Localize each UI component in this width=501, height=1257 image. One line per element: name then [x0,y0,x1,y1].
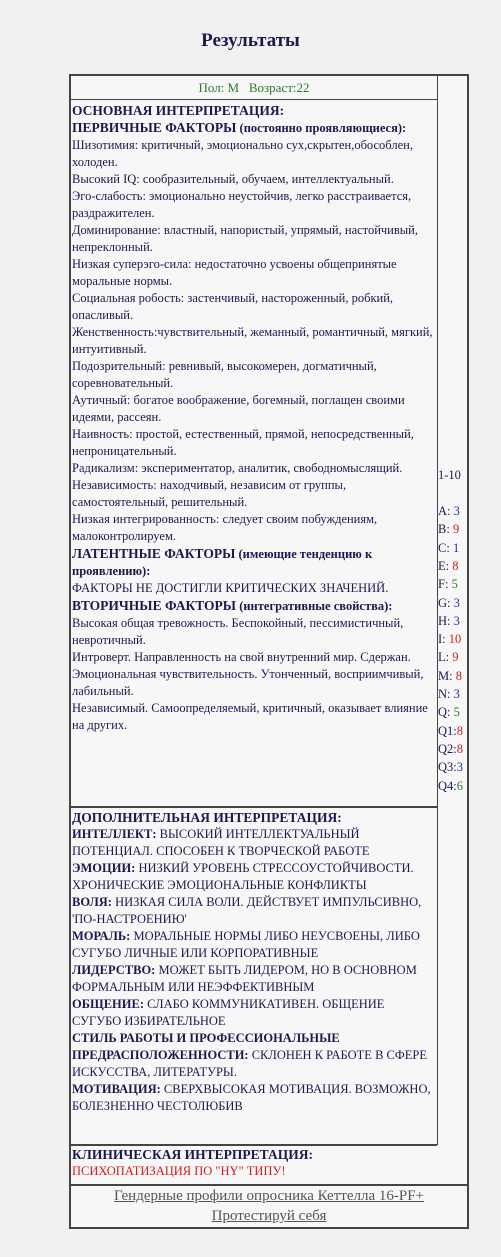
additional-item: МОТИВАЦИЯ: СВЕРХВЫСОКАЯ МОТИВАЦИЯ. ВОЗМОЖНО, БОЛЕЗНЕННО ЧЕСТОЛЮБИВ [72,1082,431,1113]
factor-value: 5 [450,705,460,720]
factor-name: Q4: [438,778,457,793]
factor-value: 3 [450,687,460,701]
additional-item: ИНТЕЛЛЕКТ: ВЫСОКИЙ ИНТЕЛЛЕКТУАЛЬНЫЙ ПОТЕНЦИАЛ. СПОСОБЕН К ТВОРЧЕСКОЙ РАБОТЕ [72,827,370,858]
main-interpretation [72,102,434,734]
factor-name: Q1: [438,723,457,738]
latent-text: ФАКТОРЫ НЕ ДОСТИГЛИ КРИТИЧЕСКИХ ЗНАЧЕНИЙ. [72,581,389,595]
factor-name: H: [438,613,451,628]
primary-item: Низкая интегрированность: следует своим побуждениям, малоконтролируем. [72,512,378,543]
primary-item: Наивность: простой, естественный, прямой, непосредственный, непроницательный. [72,427,414,458]
primary-item: Радикализм: экспериментатор, аналитик, свободномыслящий. [72,461,403,475]
factor-name: L: [438,650,450,665]
factor-score [438,539,459,557]
factor-value: 9 [449,522,460,537]
additional-heading: ДОПОЛНИТЕЛЬНАЯ ИНТЕРПРЕТАЦИЯ: [72,810,342,825]
factor-score [438,703,460,721]
clinical-text: ПСИХОПАТИЗАЦИЯ ПО "HY" ТИПУ! [72,1164,286,1178]
factor-score [438,520,459,538]
primary-item: Социальная робость: застенчивый, настороженный, робкий, опасливый. [72,291,394,322]
factor-value: 8 [452,668,462,683]
additional-item: ЛИДЕРСТВО: МОЖЕТ БЫТЬ ЛИДЕРОМ, НО В ОСНОВНОМ ФОРМАЛЬНЫМ ИЛИ НЕЭФФЕКТИВНЫМ [72,963,417,994]
sex-label: Пол: М [198,80,240,95]
factor-score [438,557,458,575]
factor-score [438,575,458,593]
factor-name: Q: [438,705,451,720]
factor-score [438,758,463,776]
factor-score [438,740,463,758]
primary-item: Независимость: находчивый, независим от группы, самостоятельный, решительный. [72,478,347,509]
main-heading: ОСНОВНАЯ ИНТЕРПРЕТАЦИЯ: [72,103,285,118]
clinical-heading: КЛИНИЧЕСКАЯ ИНТЕРПРЕТАЦИЯ: [72,1147,314,1162]
test-yourself-link[interactable]: Протестируй себя [211,1208,327,1224]
factor-value: 3 [450,613,460,628]
factor-score [438,630,461,648]
factor-name: M: [438,668,453,683]
secondary-item: Высокая общая тревожность. Беспокойный, пессимистичный, невротичный. [72,616,404,647]
factor-score [438,685,460,703]
factor-value: 8 [456,723,463,738]
factor-score [438,502,460,520]
factor-name: E: [438,558,450,573]
footer-links [71,1184,467,1226]
factor-value: 9 [449,650,459,665]
primary-item: Женственность:чувствительный, жеманный, романтичный, мягкий, интуитивный. [72,325,433,356]
factor-value: 5 [448,577,458,592]
factor-name: N: [438,687,451,701]
factor-score [438,722,463,740]
secondary-item: Интроверт. Направленность на свой внутренний мир. Сдержан. [72,650,411,664]
secondary-item: Эмоциональная чувствительность. Утонченный, восприимчивый, лабильный. [72,667,424,698]
clinical-interpretation [72,1146,434,1180]
additional-interpretation [72,809,434,1115]
secondary-item: Независимый. Самоопределяемый, критичный, оказывает влияние на других. [72,701,428,732]
factor-value: 3 [450,504,460,518]
factor-name: Q2: [438,741,457,756]
factor-name: B: [438,522,450,537]
gender-profiles-link[interactable]: Гендерные профили опросника Кеттелла 16-PF+ [113,1188,424,1204]
factor-score [438,594,460,612]
primary-item: Высокий IQ: сообразительный, обучаем, интеллектуальный. [72,172,394,186]
factor-name: G: [438,595,451,610]
primary-item: Шизотимия: критичный, эмоционально сух,скрытен,обособлен, холоден. [72,138,413,169]
primary-item: Доминирование: властный, напористый, упрямый, настойчивый, непреклонный. [72,223,418,254]
factor-value: 10 [445,632,462,647]
latent-factors-title: ЛАТЕНТНЫЕ ФАКТОРЫ (имеющие тенденцию к проявлению): [72,546,373,578]
primary-item: Низкая суперэго-сила: недостаточно усвоены общепринятые моральные нормы. [72,257,397,288]
factor-value: 1 [449,540,460,555]
factor-value: 8 [449,558,459,573]
additional-item: СТИЛЬ РАБОТЫ И ПРОФЕССИОНАЛЬНЫЕ ПРЕДРАСПОЛОЖЕННОСТИ: СКЛОНЕН К РАБОТЕ В СФЕРЕ ИСКУССТВА, ЛИТЕРАТУРЫ. [72,1031,427,1079]
profile-header [71,76,437,100]
factor-name: Q3: [438,760,457,775]
factor-score [438,648,458,666]
factor-score [438,667,462,685]
factor-value: 6 [456,778,463,793]
section-divider [71,806,437,808]
additional-item: МОРАЛЬ: МОРАЛЬНЫЕ НОРМЫ ЛИБО НЕУСВОЕНЫ, ЛИБО СУГУБО ЛИЧНЫЕ ИЛИ КОРПОРАТИВНЫЕ [72,929,420,960]
primary-item: Подозрительный: ревнивый, высокомерен, догматичный, соревновательный. [72,359,377,390]
primary-factors-title: ПЕРВИЧНЫЕ ФАКТОРЫ (постоянно проявляющиеся): [72,120,407,135]
page-title: Результаты [201,30,300,51]
factor-value: 8 [456,741,463,756]
factor-name: A: [438,504,451,518]
primary-item: Аутичный: богатое воображение, богемный, поглащен своими идеями, рассеян. [72,393,405,424]
scale-title: 1-10 [438,468,461,482]
factor-score [438,777,463,795]
additional-item: ЭМОЦИИ: НИЗКИЙ УРОВЕНЬ СТРЕССОУСТОЙЧИВОСТИ. ХРОНИЧЕСКИЕ ЭМОЦИОНАЛЬНЫЕ КОНФЛИКТЫ [72,861,414,892]
factor-name: C: [438,540,450,555]
factor-name: F: [438,577,449,592]
factor-value: 3 [450,595,460,610]
additional-item: ВОЛЯ: НИЗКАЯ СИЛА ВОЛИ. ДЕЙСТВУЕТ ИМПУЛЬСИВНО, 'ПО-НАСТРОЕНИЮ' [72,895,422,926]
factor-name: I: [438,632,446,647]
additional-item: ОБЩЕНИЕ: СЛАБО КОММУНИКАТИВЕН. ОБЩЕНИЕ СУГУБО ИЗБИРАТЕЛЬНОЕ [72,997,385,1028]
secondary-factors-title: ВТОРИЧНЫЕ ФАКТОРЫ (интегративные свойства): [72,598,393,613]
factor-value: 3 [456,760,463,775]
age-label: Возраст:22 [248,80,310,95]
factor-score [438,612,460,630]
primary-item: Эго-слабость: эмоционально неустойчив, легко расстраивается, раздражителен. [72,189,412,220]
